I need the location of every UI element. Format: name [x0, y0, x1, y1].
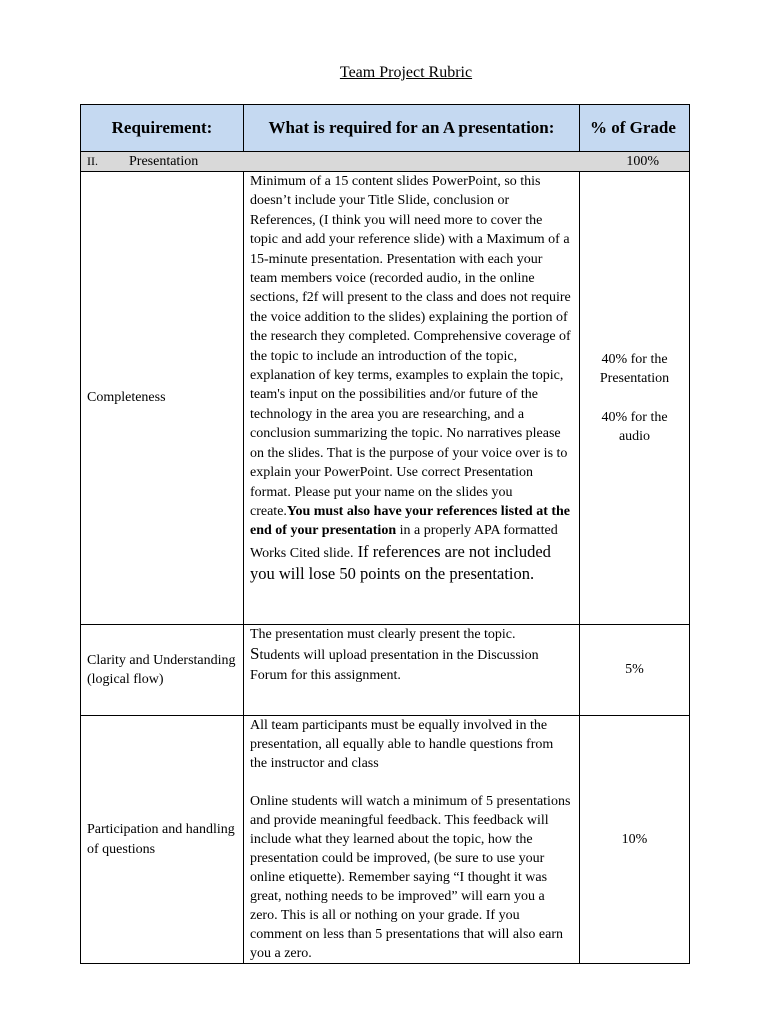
section-label: Presentation [129, 153, 199, 169]
section-number: II. [87, 154, 98, 168]
description-text: Minimum of a 15 content slides PowerPoint, so this doesn’t include your Title Slide, conclusion or References, (I think you will need more to cover the topic and add your reference slide) with a Maximum of a 15-minute presentation. Presentation with each your team members voice (recorded audio, in the online sections, f2f will present to the class and does not require the voice addition to the slides) explaining the portion of the research they completed. Comprehensive coverage of the topic to include an introduction of the topic, explanation of key terms, examples to explain the topic, team's input on the possibilities and/or future of the technology in the area you are researching, and a conclusion summarizing the topic. No narratives please on the slides. That is the purpose of your voice over is to explain your PowerPoint. Use correct Presentation format. Please put your name on the slides you create. [250, 174, 571, 519]
grade-presentation: 40% for the Presentation [599, 351, 670, 386]
requirement-cell: Participation and handling of questions [81, 716, 244, 964]
table-row [81, 716, 690, 964]
header-requirement: Requirement: [81, 105, 244, 152]
section-percent: 100% [626, 153, 659, 169]
table-row [81, 625, 690, 716]
grade-audio: 40% for the audio [601, 409, 668, 444]
description-cell [244, 625, 580, 716]
description-bold-text: You must also have your references listed at the end of your presentation [250, 503, 571, 539]
description-paragraph: Online students will watch a minimum of 5 presentations and provide meaningful feedback. This feedback will include what they learned about the topic, how the presentation could be improved, (be sure to use your online etiquette). Remember saying “I thought it was great, nothing needs to be improved” will earn you a zero. This is all or nothing on your grade. If you comment on less than 5 presentations that will also earn you a zero. [250, 794, 571, 961]
description-large-text: If references are not included you will lose 50 points on the presentation. [250, 541, 551, 584]
description-cell [244, 716, 580, 964]
description-cell [244, 172, 580, 625]
table-row [81, 172, 690, 625]
description-initial: S [250, 644, 260, 664]
rubric-table [80, 104, 690, 964]
grade-cell: 10% [580, 716, 690, 964]
grade-cell [580, 172, 690, 625]
header-required: What is required for an A presentation: [244, 105, 580, 152]
requirement-cell: Clarity and Understanding (logical flow) [81, 625, 244, 716]
grade-cell: 5% [580, 625, 690, 716]
header-row [81, 105, 690, 152]
description-paragraph: All team participants must be equally involved in the presentation, all equally able to handle questions from the instructor and class [250, 718, 554, 771]
document-title: Team Project Rubric [339, 64, 473, 81]
description-text: The presentation must clearly present the topic. [250, 627, 516, 642]
section-row [81, 152, 690, 172]
description-text: tudents will upload presentation in the Discussion Forum for this assignment. [250, 648, 539, 683]
requirement-cell: Completeness [81, 172, 244, 625]
header-grade: % of Grade [580, 105, 690, 152]
description-text: in a properly APA formatted Works Cited slide. [250, 523, 558, 561]
